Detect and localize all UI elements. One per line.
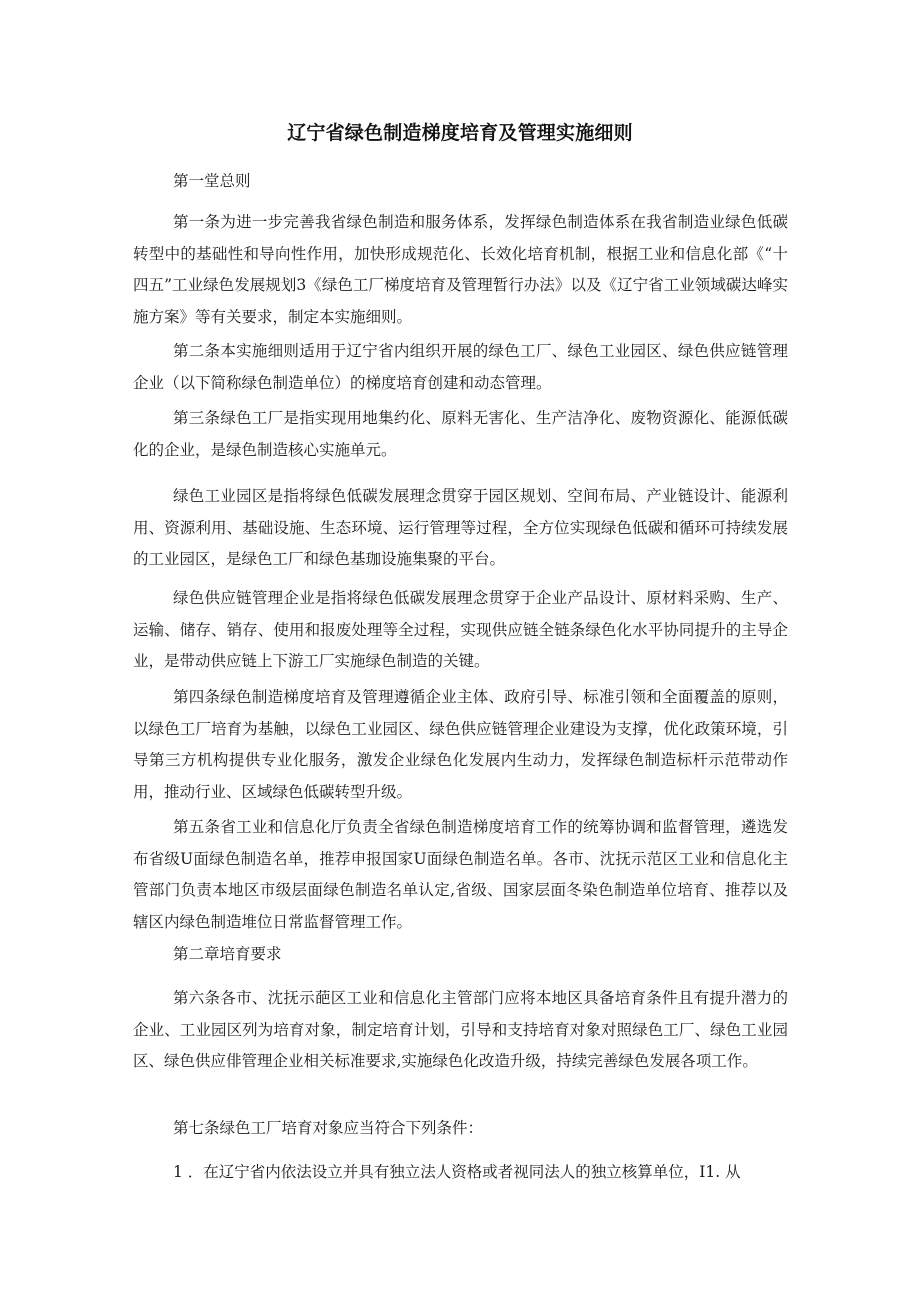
paragraph-article-7: 第七条绿色工厂培育对象应当符合下列条件：	[173, 1119, 484, 1137]
paragraph-article-6: 第六条各市、沈抚示葩区工业和信息化主管部门应将本地区具备培育条件且有提升潜力的企业、工业园区列为培育对象，制定培育计划，引导和支持培育对象对照绿色工厂、绿色工业园区、绿色供应俳管理企业相关标准要求,实施绿色化改造升级，持续完善绿色发展各项工作。	[133, 989, 788, 1070]
paragraph-article-4: 第四条绿色制造梯度培育及管理遵循企业主体、政府引导、标准引领和全面覆盖的原则，以绿色工厂培育为基触，以绿色工业园区、绿色供应链管理企业建设为支撑，优化政策环境，引导第三方机构提供专业化服务，激发企业绿色化发展内生动力，发挥绿色制造标杆示范带动作用，推动行业、区域绿色低碳转型升级。	[133, 688, 788, 801]
paragraph-green-industrial-park: 绿色工业园区是指将绿色低碳发展理念贯穿于园区规划、空间布局、产业链设计、能源利用、资源利用、基础设施、生态环境、运行管理等过程，全方位实现绿色低碳和循环可持续发展的工业园区，是绿色工厂和绿色基珈设施集聚的平台。	[133, 487, 788, 568]
chapter-2-heading: 第二章培育要求	[173, 945, 282, 963]
paragraph-article-5: 第五条省工业和信息化厅负责全省绿色制造梯度培育工作的统筹协调和监督管理，遴选发布省级U面绿色制造名单，推荐申报国家U面绿色制造名单。各市、沈抚示范区工业和信息化主管部门负责本地区市级层面绿色制造名单认定,省级、国家层面冬染色制造单位培育、推荐以及辖区内绿色制造堆位日常监督管理工作。	[133, 818, 788, 931]
chapter-1-heading: 第一堂总则	[173, 172, 251, 190]
document-title: 辽宁省绿色制造梯度培育及管理实施细则	[287, 122, 633, 144]
list-item-1: 1 ．在辽宁省内依法设立并具有独立法人资格或者视同法人的独立核算单位，I1. 从	[173, 1163, 741, 1181]
paragraph-article-3: 第三条绿色工厂是指实现用地集约化、原料无害化、生产洁净化、废物资源化、能源低碳化的企业，是绿色制造核心实施单元。	[133, 409, 788, 459]
paragraph-article-2: 第二条本实施细则适用于辽宁省内组织开展的绿色工厂、绿色工业园区、绿色供应链管理企业（以下简称绿色制造单位）的梯度培育创建和动态管理。	[133, 342, 788, 392]
paragraph-green-supply-chain: 绿色供应链管理企业是指将绿色低碳发展理念贯穿于企业产品设计、原材料采购、生产、运输、储存、销存、使用和报废处理等全过程，实现供应链全链条绿色化水平协同提升的主导企业，是带动供应链上下游工厂实施绿色制造的关键。	[133, 589, 788, 670]
paragraph-article-1: 第一条为进一步完善我省绿色制造和服务体系，发挥绿色制造体系在我省制造业绿色低碳转型中的基础性和导向性作用，加快形成规范化、长效化培育机制，根据工业和信息化部《“十四五”工业绿色发展规划3《绿色工厂梯度培育及管理暂行办法》以及《辽宁省工业领域碳达峰实施方案》等有关要求，制定本实施细则。	[133, 213, 788, 326]
